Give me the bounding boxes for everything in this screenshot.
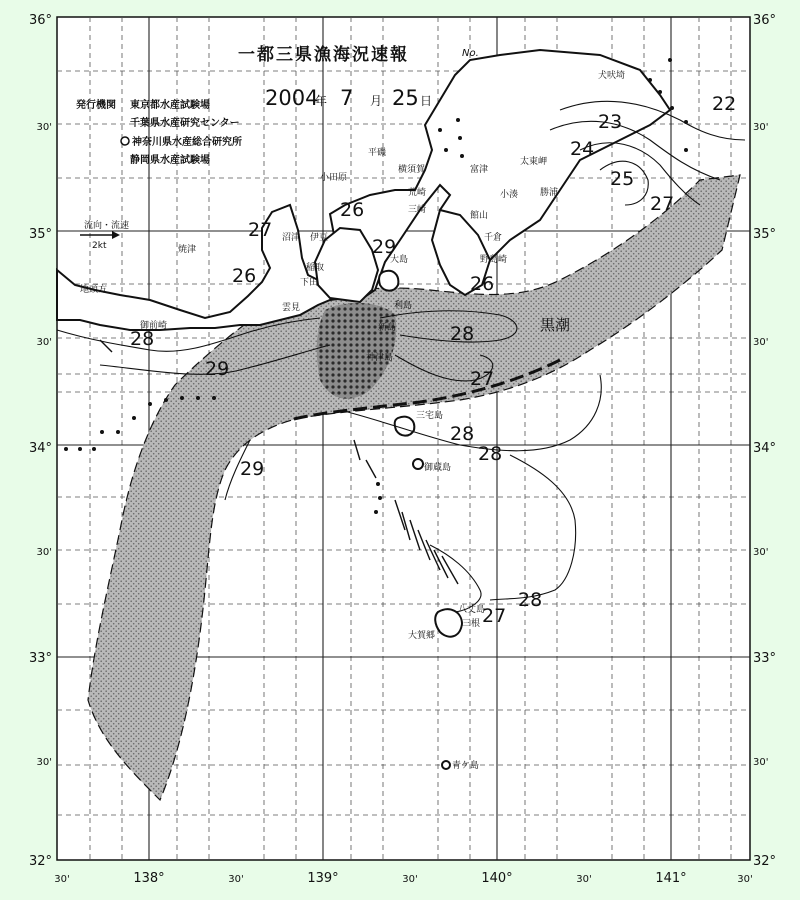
- contour-label: 26: [470, 273, 495, 295]
- contour-label: 29: [372, 236, 397, 258]
- contour-label: 29: [205, 358, 230, 380]
- place-label: 三根: [462, 619, 481, 629]
- lon-axis-bottom: [54, 871, 752, 886]
- agency-kanagawa: 神奈川県水産総合研究所: [132, 137, 242, 148]
- lat-label-left: 33°: [28, 651, 52, 666]
- contour-label: 28: [130, 328, 155, 350]
- lat-label-right: 35°: [753, 227, 777, 242]
- place-label: 伊豆: [310, 233, 329, 243]
- place-label: 下田: [300, 278, 319, 288]
- date-day: 25: [392, 86, 419, 110]
- place-label: 地頭方: [80, 285, 108, 295]
- place-label: 三崎: [408, 205, 427, 215]
- place-label: 青ケ島: [452, 761, 480, 771]
- lat-label-right: 30': [753, 337, 769, 348]
- lon-label: 30': [228, 874, 244, 885]
- kuroshio-label: 黒潮: [540, 316, 571, 334]
- issuer-label: 発行機関: [76, 100, 116, 111]
- contour-label: 26: [340, 199, 365, 221]
- place-label: 新島: [378, 323, 397, 333]
- lat-label-right: 30': [753, 757, 769, 768]
- lat-label-right: 33°: [753, 651, 777, 666]
- lat-axis-left: [29, 13, 52, 869]
- lat-label-right: 34°: [753, 441, 777, 456]
- place-label: 富津: [470, 165, 489, 175]
- contour-label: 22: [712, 93, 737, 115]
- place-label: 御前崎: [140, 321, 168, 331]
- place-label: 神津島: [366, 353, 394, 363]
- place-label: 館山: [470, 211, 489, 221]
- lat-label-left: 30': [36, 757, 52, 768]
- contour-label: 25: [610, 168, 635, 190]
- contour-label: 28: [450, 323, 475, 345]
- place-label: 荒崎: [408, 188, 427, 198]
- place-label: 稲取: [306, 263, 325, 273]
- place-label: 平磯: [368, 148, 387, 158]
- lon-label: 138°: [133, 871, 165, 886]
- agency-tokyo: 東京都水産試験場: [130, 100, 210, 111]
- place-label: 利島: [394, 301, 413, 311]
- place-label: 犬吠埼: [598, 71, 626, 81]
- date-day-unit: 日: [420, 94, 433, 108]
- place-label: 御蔵島: [424, 463, 452, 473]
- lat-label-left: 30': [36, 337, 52, 348]
- contour-label: 28: [518, 589, 543, 611]
- lat-label-left: 32°: [28, 854, 52, 869]
- contour-label: 26: [232, 265, 257, 287]
- lat-label-left: 30': [36, 547, 52, 558]
- date-year: 2004: [265, 86, 319, 110]
- agency-shizuoka: 静岡県水産試験場: [130, 155, 210, 166]
- place-label: 沼津: [282, 233, 301, 243]
- lon-label: 30': [737, 874, 753, 885]
- lon-label: 139°: [307, 871, 339, 886]
- place-label: 太東岬: [520, 157, 548, 167]
- legend-label: 流向・流速: [84, 221, 130, 231]
- place-label: 焼津: [178, 245, 197, 255]
- lon-label: 30': [576, 874, 592, 885]
- lon-label: 30': [402, 874, 418, 885]
- lon-label: 30': [54, 874, 70, 885]
- chart-title: 一都三県漁海況速報: [238, 45, 409, 65]
- place-label: 三宅島: [416, 411, 444, 421]
- place-label: 小湊: [500, 190, 519, 200]
- lat-label-left: 34°: [28, 441, 52, 456]
- contour-label: 28: [450, 423, 475, 445]
- lat-label-left: 30': [36, 122, 52, 133]
- place-label: 千倉: [484, 233, 503, 243]
- lon-label: 141°: [655, 871, 687, 886]
- lat-label-left: 35°: [28, 227, 52, 242]
- place-label: 野島崎: [480, 255, 508, 265]
- contour-label: 23: [598, 111, 623, 133]
- contour-label: 27: [248, 219, 273, 241]
- date-month-unit: 月: [370, 94, 383, 108]
- agency-chiba: 千葉県水産研究センター: [130, 118, 240, 129]
- contour-label: 29: [240, 458, 265, 480]
- lat-label-right: 36°: [753, 13, 777, 28]
- date-year-unit: 年: [315, 94, 328, 108]
- number-mark: No.: [462, 48, 479, 59]
- lat-label-left: 36°: [28, 13, 52, 28]
- place-label: 勝浦: [540, 188, 559, 198]
- lon-label: 140°: [481, 871, 513, 886]
- date-month: 7: [340, 86, 354, 110]
- place-label: 雲見: [282, 303, 301, 313]
- place-label: 大賀郷: [408, 631, 436, 641]
- lat-axis-right: [753, 13, 776, 869]
- contour-label: 27: [482, 605, 507, 627]
- contour-label: 28: [478, 443, 503, 465]
- contour-label: 27: [650, 193, 675, 215]
- contour-label: 24: [570, 138, 595, 160]
- lat-label-right: 30': [753, 122, 769, 133]
- lat-label-right: 30': [753, 547, 769, 558]
- place-label: 八丈島: [458, 605, 486, 615]
- lat-label-right: 32°: [753, 854, 777, 869]
- place-label: 小田原: [320, 173, 348, 183]
- place-label: 横須賀: [398, 165, 426, 175]
- legend-speed: 2kt: [92, 241, 107, 251]
- contour-label: 27: [470, 368, 495, 390]
- place-label: 大島: [390, 255, 409, 265]
